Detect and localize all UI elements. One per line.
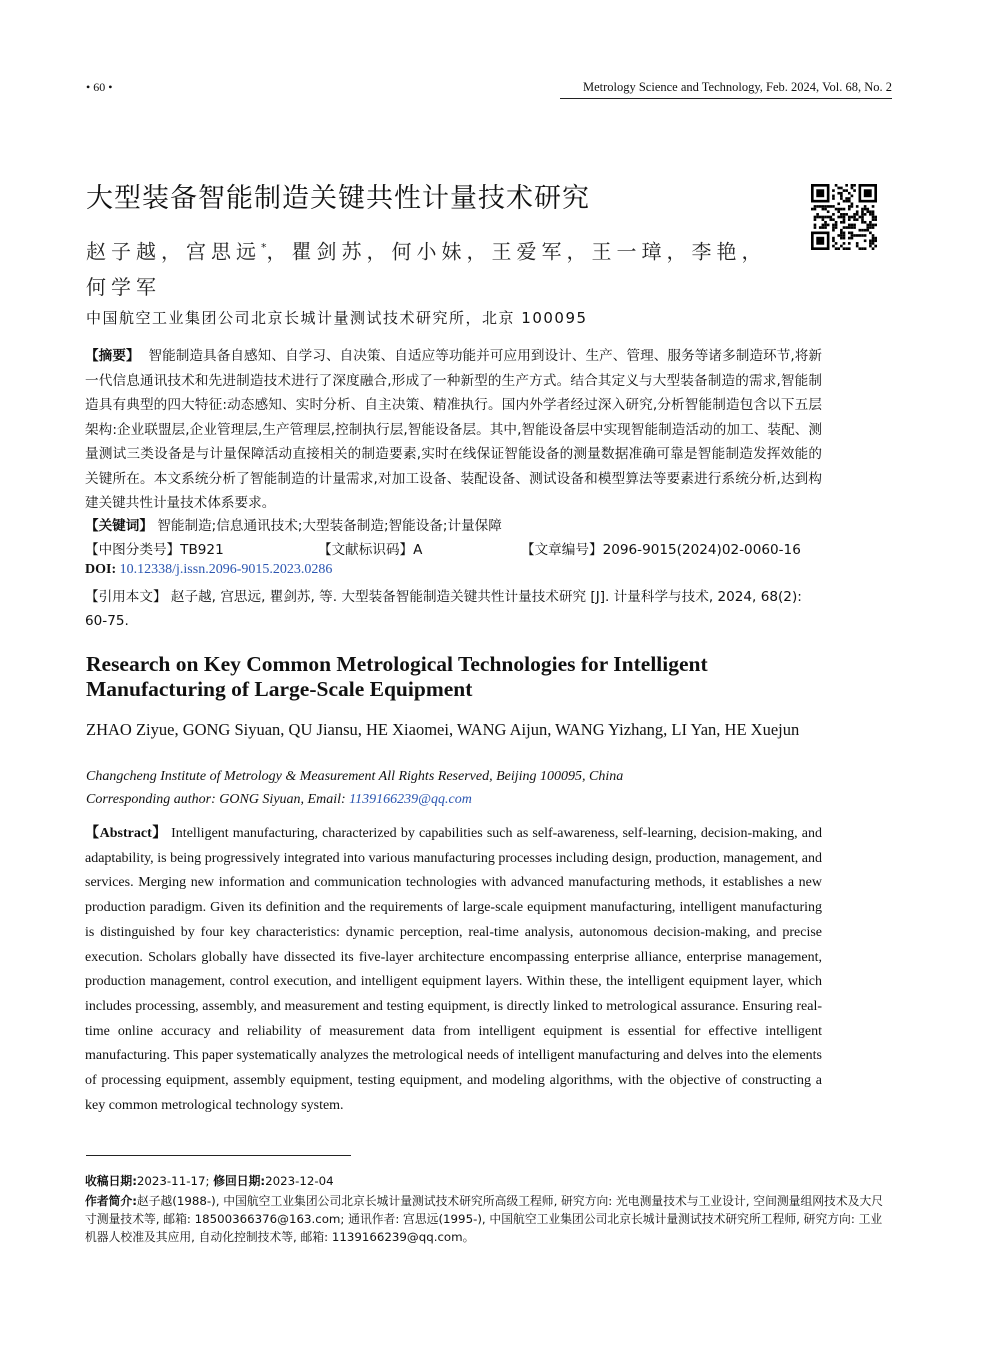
chinese-authors: [86, 230, 786, 305]
author-text: ，瞿剑苏，何小妹，王爱军，王一璋，李艳，: [266, 239, 767, 264]
revised-date: 2023-12-04: [265, 1174, 334, 1188]
article-no-value: 2096-9015(2024)02-0060-16: [602, 542, 801, 558]
abstract-text: Intelligent manufacturing, characterized by capabilities such as self-awareness, self-learning, decision-making, and adaptability, is being progressively integrated into various manufacturing processes including design, production, management, and services. Merging new information and communication technologies with advanced manufacturing methods, it establishes a new production paradigm. Given its definition and the requirements of large-scale equipment manufacturing, intelligent manufacturing is distinguished by four key characteristics: dynamic perception, real-time analysis, autonomous decision-making, and precise execution. Scholars globally have dissected its five-layer architecture encompassing enterprise alliance, enterprise management, production management, control execution, and intelligent equipment layers. Within these, the intelligent equipment layer, which includes processing, assembly, and measurement and testing equipment, is directly linked to metrological assurance. Ensuring real-time online accuracy and reliability of measurement data from intelligent equipment is essential for effective intelligent manufacturing. This paper systematically analyzes the metrological needs of intelligent manufacturing and delves into the elements of processing equipment, assembly equipment, testing equipment, and modeling algorithms, with the objective of constructing a key common metrological technology system.: [85, 826, 822, 1113]
english-abstract: [85, 822, 822, 1118]
doi: [85, 562, 332, 578]
author-text: 赵子越，宫思远: [86, 239, 261, 264]
qr-code-icon: [811, 184, 877, 250]
corresponding-mark: *: [261, 241, 267, 254]
chinese-title: 大型装备智能制造关键共性计量技术研究: [86, 183, 590, 214]
journal-header: Metrology Science and Technology, Feb. 2024, Vol. 68, No. 2: [560, 80, 892, 99]
footnote-divider: [86, 1155, 351, 1156]
clc: [85, 538, 224, 558]
author-bio: [85, 1192, 893, 1246]
author-text: 何学军: [86, 274, 161, 299]
keywords-text: 智能制造;信息通讯技术;大型装备制造;智能设备;计量保障: [157, 518, 502, 534]
corr-label: Corresponding author: GONG Siyuan, Email:: [86, 792, 350, 807]
doc-code-label: 【文献标识码】: [318, 542, 414, 558]
citation: [85, 585, 822, 633]
article-no-label: 【文章编号】: [521, 542, 603, 558]
english-affiliation: Changcheng Institute of Metrology & Measurement All Rights Reserved, Beijing 100095, China: [86, 769, 624, 784]
received-label: 收稿日期:: [85, 1174, 137, 1188]
chinese-abstract: [85, 344, 822, 516]
clc-value: TB921: [180, 542, 224, 558]
doi-link[interactable]: 10.12338/j.issn.2096-9015.2023.0286: [119, 562, 333, 577]
cite-text: 赵子越, 宫思远, 瞿剑苏, 等. 大型装备智能制造关键共性计量技术研究 [J]. 计量科学与技术, 2024, 68(2): 60-75.: [85, 589, 802, 629]
abstract-text: 智能制造具备自感知、自学习、自决策、自适应等功能并可应用到设计、生产、管理、服务等诸多制造环节,将新一代信息通讯技术和先进制造技术进行了深度融合,形成了一种新型的生产方式。结合其定义与大型装备制造的需求,智能制造具有典型的四大特征:动态感知、实时分析、自主决策、精准执行。国内外学者经过深入研究,分析智能制造包含以下五层架构:企业联盟层,企业管理层,生产管理层,控制执行层,智能设备层。其中,智能设备层中实现智能制造活动的加工、装配、测量测试三类设备是与计量保障活动直接相关的制造要素,实时在线保证智能设备的测量数据准确可靠是智能制造发挥效能的关键所在。本文系统分析了智能制造的计量需求,对加工设备、装配设备、测试设备和模型算法等要素进行系统分析,达到构建关键共性计量技术体系要求。: [85, 348, 822, 511]
doc-code-value: A: [413, 542, 423, 558]
dates: [85, 1172, 334, 1189]
received-date: 2023-11-17;: [136, 1174, 214, 1188]
corresponding-author: [86, 792, 472, 808]
article-number: [521, 538, 801, 558]
email-link[interactable]: 1139166239@qq.com: [349, 792, 472, 807]
doc-code: [318, 538, 422, 558]
keywords: [85, 514, 502, 534]
page-number: • 60 •: [86, 80, 113, 94]
bio-text: 赵子越(1988-), 中国航空工业集团公司北京长城计量测试技术研究所高级工程师, 研究方向: 光电测量技术与工业设计, 空间测量组网技术及大尺寸测量技术等, 邮箱: 18500366376@163.com; 通讯作者: 宫思远(1995-), 中国航空工业集团公司北京长城计量测试技术研究所工程师, 研究方向: 工业机器人校准及其应用, 自动化控制技术等, 邮箱: 1139166239@qq.com。: [85, 1194, 884, 1244]
abstract-label: 【Abstract】: [85, 826, 167, 841]
cite-label: 【引用本文】: [85, 589, 167, 605]
bio-label: 作者简介:: [85, 1194, 137, 1208]
abstract-label: 【摘要】: [85, 348, 140, 364]
chinese-affiliation: 中国航空工业集团公司北京长城计量测试技术研究所，北京 100095: [86, 309, 588, 327]
revised-label: 修回日期:: [213, 1174, 266, 1188]
keywords-label: 【关键词】: [85, 518, 153, 534]
english-authors: ZHAO Ziyue, GONG Siyuan, QU Jiansu, HE Xiaomei, WANG Aijun, WANG Yizhang, LI Yan, HE Xuejun: [86, 720, 800, 739]
clc-label: 【中图分类号】: [85, 542, 181, 558]
english-title: Research on Key Common Metrological Technologies for Intelligent Manufacturing of Large-Scale Equipment: [86, 652, 708, 701]
doi-label: DOI:: [85, 562, 117, 577]
